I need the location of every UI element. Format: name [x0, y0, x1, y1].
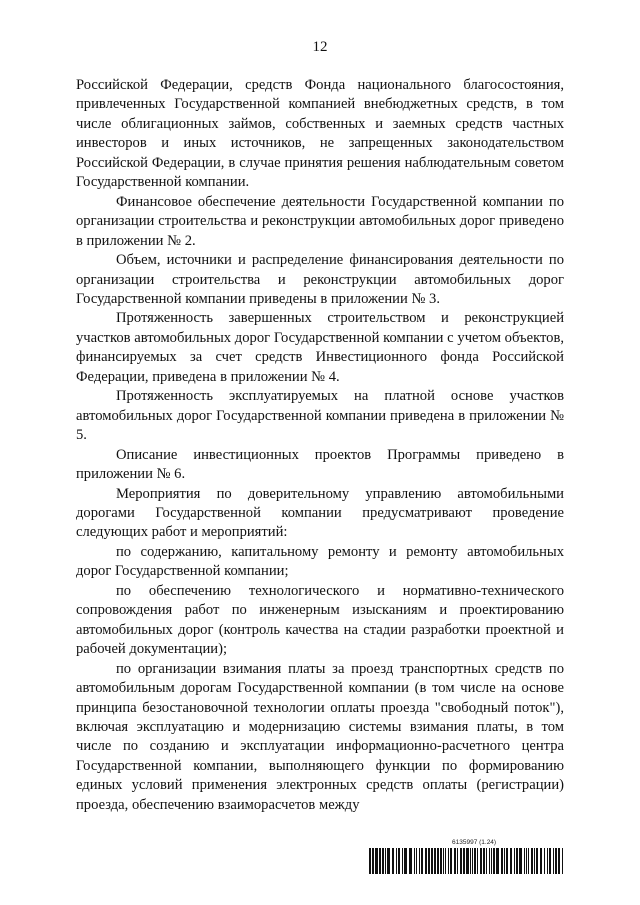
paragraph-5: Протяженность эксплуатируемых на платной основе участков автомобильных дорог Государственной компании приведена в приложении № 5.: [76, 388, 564, 444]
paragraph-3: Объем, источники и распределение финансирования деятельности по организации строительства и реконструкции автомобильных дорог Государственной компании приведены в приложении № 3.: [76, 252, 564, 307]
paragraph-8: по содержанию, капитальному ремонту и ремонту автомобильных дорог Государственной компании;: [76, 543, 564, 580]
paragraph-2: Финансовое обеспечение деятельности Государственной компании по организации строительства и реконструкции автомобильных дорог приведено в приложении № 2.: [76, 193, 564, 249]
document-code: 6135997 (1.24): [452, 839, 497, 846]
paragraph-6: Описание инвестиционных проектов Программы приведено в приложении № 6.: [76, 446, 564, 483]
document-body: [76, 76, 564, 815]
barcode-icon: [369, 848, 563, 874]
paragraph-7: Мероприятия по доверительному управлению автомобильными дорогами Государственной компании предусматривают проведение следующих работ и мероприятий:: [76, 485, 564, 541]
paragraph-10: по организации взимания платы за проезд транспортных средств по автомобильным дорогам Государственной компании (в том числе на основе принципа безостановочной технологии оплаты проезда "свободный поток"), включая эксплуатацию и модернизацию системы взимания платы, в том числе по созданию и эксплуатации информационно-расчетного центра Государственной компании, выполняющего функции по формированию единых условий применения электронных средств оплаты (регистрации) проезда, обеспечению взаиморасчетов между: [76, 660, 564, 813]
page-number: 12: [312, 39, 328, 55]
paragraph-1: Российской Федерации, средств Фонда национального благосостояния, привлеченных Государственной компанией внебюджетных средств, в том числе облигационных займов, собственных и заемных средств частных инвесторов и иных источников, не запрещенных законодательством Российской Федерации, в случае принятия решения наблюдательным советом Государственной компании.: [76, 77, 564, 191]
paragraph-9: по обеспечению технологического и нормативно-технического сопровождения работ по инженерным изысканиям и проектированию автомобильных дорог (контроль качества на стадии разработки проектной и рабочей документации);: [76, 582, 564, 658]
paragraph-4: Протяженность завершенных строительством и реконструкцией участков автомобильных дорог Государственной компании с учетом объектов, финансируемых за счет средств Инвестиционного фонда Российской Федерации, приведена в приложении № 4.: [76, 310, 564, 385]
